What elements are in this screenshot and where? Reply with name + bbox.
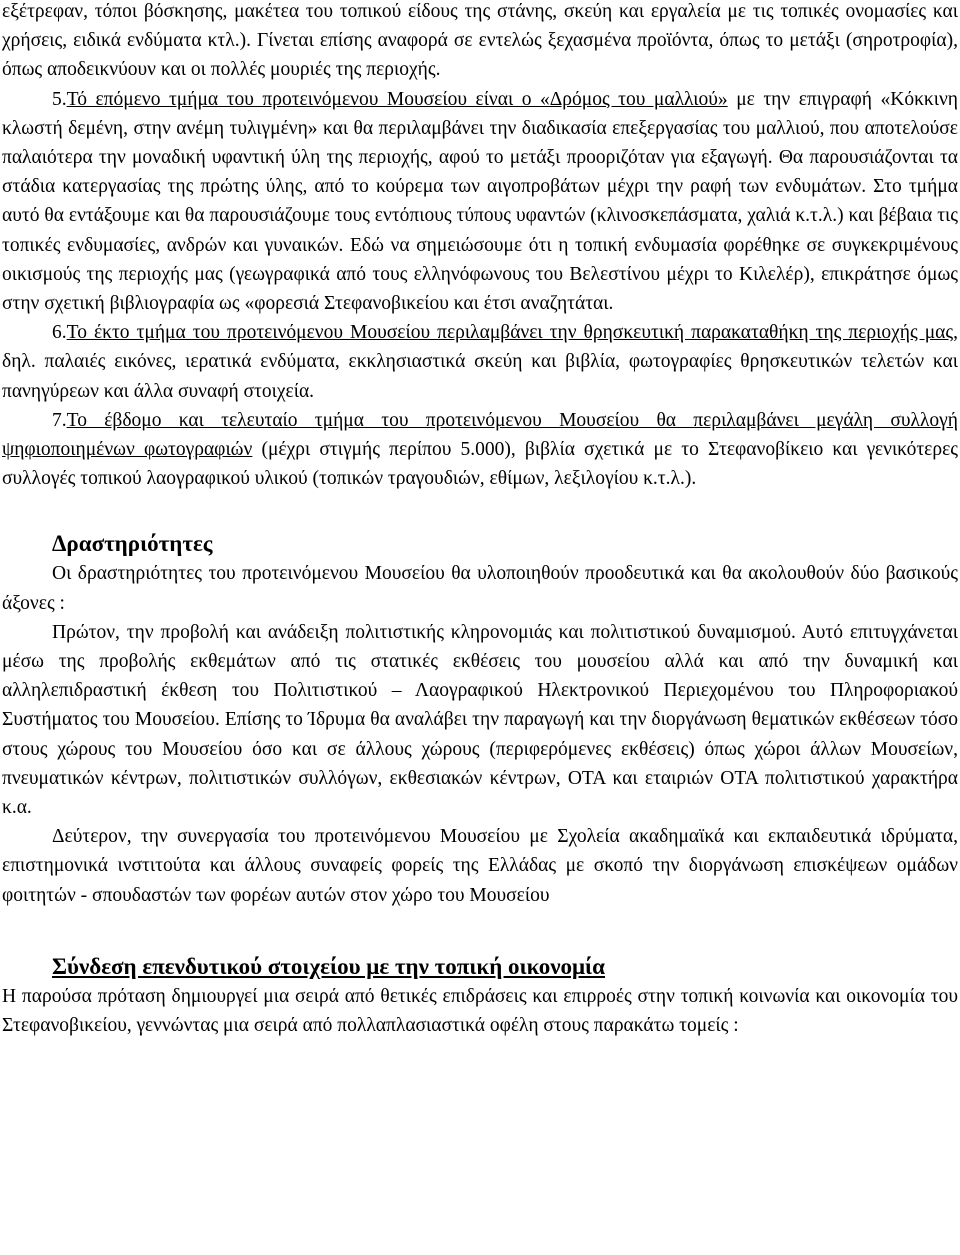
section-number: 7. (52, 409, 67, 431)
paragraph-body: με την επιγραφή «Κόκκινη κλωστή δεμένη, στην ανέμη τυλιγμένη» και θα περιλαμβάνει την διαδικασία επεξεργασίας του μαλλιού, που αποτελούσε παλαιότερα την μοναδική υφαντική ύλη της περιοχής, αφού το μετάξι προοριζόταν για εξαγωγή. Θα παρουσιάζονται τα στάδια κατεργασίας της πρώτης ύλης, από το κούρεμα των αιγοπροβάτων μέχρι την ραφή των ενδυμάτων. Στο τμήμα αυτό θα εντάξουμε και θα παρουσιάζουμε τους εντόπιους τύπους υφαντών (κλινοσκεπάσματα, χαλιά κ.τ.λ.) και βέβαια τις τοπικές ενδυμασίες, ανδρών και γυναικών. Εδώ να σημειώσουμε ότι η τοπική ενδυμασία φορέθηκε σε συγκεκριμένους οικισμούς της περιοχής μας (γεωγραφικά από τους ελληνόφωνους του Βελεστίνου μέχρι το Κιλελέρ), επικράτησε όμως στην σχετική βιβλιογραφία ως «φορεσιά Στεφανοβικείου και έτσι αναζητάται. (2, 88, 958, 315)
paragraph-section-6 (2, 318, 958, 406)
paragraph-activities-first: Πρώτον, την προβολή και ανάδειξη πολιτιστικής κληρονομιάς και πολιτιστικού δυναμισμού. Αυτό επιτυγχάνεται μέσω της προβολής εκθεμάτων από τις στατικές εκθέσεις του μουσείου αλλά και από την δυναμική και αλληλεπιδραστική έκθεση του Πολιτιστικού – Λαογραφικού Ηλεκτρονικού Περιεχομένου του Πληροφοριακού Συστήματος του Μουσείου. Επίσης το Ίδρυμα θα αναλάβει την παραγωγή και την διοργάνωση θεματικών εκθέσεων τόσο στους χώρους του Μουσείου όσο και σε άλλους χώρους (περιφερόμενες εκθέσεις) όπως χώροι άλλων Μουσείων, πνευματικών κέντρων, πολιτιστικών συλλόγων, εκθεσιακών κέντρων, ΟΤΑ και εταιριών ΟΤΑ πολιτιστικού χαρακτήρα κ.α. (2, 621, 958, 819)
paragraph-activities-second: Δεύτερον, την συνεργασία του προτεινόμενου Μουσείου με Σχολεία ακαδημαϊκά και εκπαιδευτικά ιδρύματα, επιστημονικά ινστιτούτα και άλλους συναφείς φορείς της Ελλάδας με σκοπό την διοργάνωση επισκέψεων ομάδων φοιτητών - σπουδαστών των φορέων αυτών στον χώρο του Μουσείου (2, 826, 958, 906)
underlined-lead: Το έβδομο και τελευταίο τμήμα του προτεινόμενου Μουσείου θα περιλαμβάνει μεγάλη συλλογή ψηφιοποιημένων φωτογραφιών (2, 409, 958, 461)
paragraph-section-7 (2, 406, 958, 494)
underlined-lead: Τό επόμενο τμήμα του προτεινόμενου Μουσείου είναι ο «Δρόμος του μαλλιού» (66, 88, 728, 110)
heading-local-economy: Σύνδεση επενδυτικού στοιχείου με την τοπική οικονομία (52, 953, 606, 979)
paragraph-section-4-end: εξέτρεφαν, τόποι βόσκησης, μακέτεα του τοπικού είδους της στάνης, σκεύη και εργαλεία με τις τοπικές ονομασίες και χρήσεις, ειδικά ενδύματα κτλ.). Γίνεται επίσης αναφορά σε εντελώς ξεχασμένα προϊόντα, όπως το μετάξι (σηροτροφία), όπως αποδεικνύουν και οι πολλές μουριές της περιοχής. (2, 1, 958, 81)
section-number: 6. (52, 322, 67, 344)
paragraph-body: , δηλ. παλαιές εικόνες, ιερατικά ενδύματα, εκκλησιαστικά σκεύη και βιβλία, φωτογραφίες θρησκευτικών τελετών και πανηγύρεων και άλλα συναφή στοιχεία. (2, 322, 958, 402)
paragraph-body: (μέχρι στιγμής περίπου 5.000), βιβλία σχετικά με το Στεφανοβίκειο και γενικότερες συλλογές τοπικού λαογραφικού υλικού (τοπικών τραγουδιών, εθίμων, λεξιλογίου κ.τ.λ.). (2, 439, 958, 490)
paragraph-section-5 (2, 85, 958, 319)
paragraph-local-economy: Η παρούσα πρόταση δημιουργεί μια σειρά από θετικές επιδράσεις και επιρροές στην τοπική κοινωνία και οικονομία του Στεφανοβικείου, γεννώντας μια σειρά από πολλαπλασιαστικά οφέλη στους παρακάτω τομείς : (2, 985, 958, 1037)
paragraph-activities-intro: Οι δραστηριότητες του προτεινόμενου Μουσείου θα υλοποιηθούν προοδευτικά και θα ακολουθούν δύο βασικούς άξονες : (2, 563, 958, 614)
heading-activities: Δραστηριότητες (52, 531, 213, 557)
section-number: 5. (52, 88, 67, 110)
underlined-lead: Το έκτο τμήμα του προτεινόμενου Μουσείου περιλαμβάνει την θρησκευτική παρακαταθήκη της περιοχής μας (66, 322, 954, 344)
